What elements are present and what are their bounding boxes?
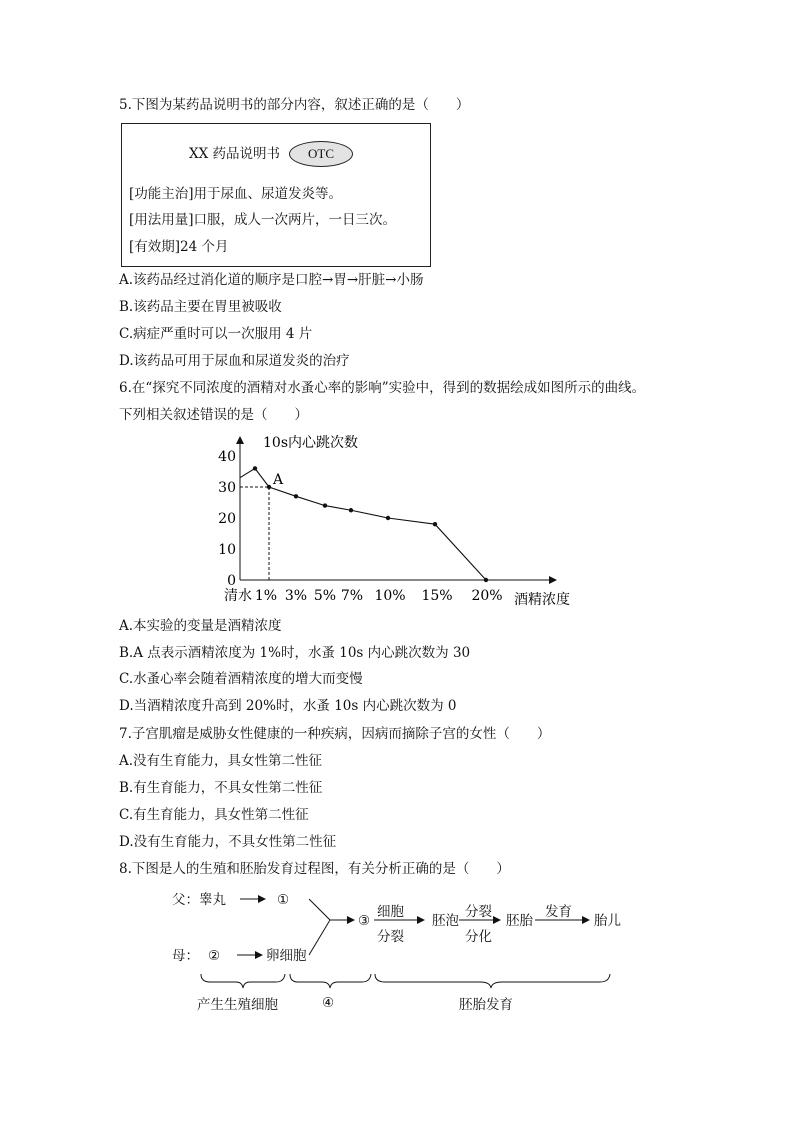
data-point — [267, 485, 271, 489]
data-point — [323, 503, 327, 507]
x-tick-label: 3% — [284, 588, 308, 604]
blastocyst-label: 胚泡 — [432, 913, 459, 929]
point-a-label: A — [273, 472, 284, 488]
y-tick-label: 40 — [218, 449, 236, 465]
q8-stem: 8.下图是人的生殖和胚胎发育过程图，有关分析正确的是（ ） — [119, 861, 510, 877]
brace-embryo-label: 胚胎发育 — [459, 997, 513, 1013]
drug-label-line3: [有效期]24 个月 — [129, 239, 229, 255]
cell-division-top: 细胞 — [377, 904, 404, 920]
drug-label-title: XX 药品说明书 — [189, 146, 281, 162]
q5-option-a: A.该药品经过消化道的顺序是口腔→胃→肝脏→小肠 — [119, 272, 424, 288]
y-axis-label: 10s内心跳次数 — [263, 435, 358, 451]
y-tick-label: 0 — [227, 573, 236, 589]
q6-option-d: D.当酒精浓度升高到 20%时，水蚤 10s 内心跳次数为 0 — [119, 698, 457, 714]
split-top-label: 分裂 — [465, 904, 492, 920]
chart-marks — [240, 466, 488, 582]
x-tick-label: 5% — [313, 588, 337, 604]
x-tick-label: 15% — [421, 588, 453, 604]
cell-division-bottom: 分裂 — [377, 929, 404, 945]
q7-option-b: B.有生育能力，不具女性第二性征 — [119, 780, 323, 796]
q6-stem-line2: 下列相关叙述错误的是（ ） — [119, 407, 308, 423]
q6-option-a: A.本实验的变量是酒精浓度 — [119, 618, 282, 634]
q5-option-b: B.该药品主要在胃里被吸收 — [119, 299, 282, 315]
embryo-label: 胚胎 — [506, 913, 533, 929]
mother-label: 母： — [172, 948, 199, 964]
x-tick-label: 20% — [471, 588, 503, 604]
q6-option-b: B.A 点表示酒精浓度为 1%时，水蚤 10s 内心跳次数为 30 — [119, 645, 471, 661]
x-axis-label: 酒精浓度 — [514, 592, 570, 608]
chart-axes — [218, 434, 570, 608]
q6-option-c: C.水蚤心率会随着酒精浓度的增大而变慢 — [119, 671, 363, 687]
split-bottom-label: 分化 — [465, 929, 492, 945]
x-tick-label: 清水 — [224, 588, 252, 604]
y-axis-arrow — [236, 436, 244, 444]
data-point — [253, 466, 257, 470]
fetus-label: 胎儿 — [594, 913, 621, 929]
data-point — [484, 578, 488, 582]
data-point — [433, 522, 437, 526]
q5-option-c: C.病症严重时可以一次服用 4 片 — [119, 326, 313, 342]
x-tick-label: 1% — [254, 588, 278, 604]
data-point — [386, 516, 390, 520]
drug-label-line2: [用法用量]口服，成人一次两片，一日三次。 — [129, 212, 397, 228]
data-point — [294, 494, 298, 498]
data-point — [349, 508, 353, 512]
x-tick-label: 7% — [340, 588, 364, 604]
y-tick-label: 20 — [218, 511, 236, 527]
q7-option-c: C.有生育能力，具女性第二性征 — [119, 807, 309, 823]
egg-cell-label: 卵细胞 — [266, 948, 307, 964]
y-tick-label: 30 — [218, 480, 236, 496]
q7-stem: 7.子宫肌瘤是威胁女性健康的一种疾病，因病而摘除子宫的女性（ ） — [119, 726, 551, 742]
q6-stem-line1: 6.在“探究不同浓度的酒精对水蚤心率的影响”实验中，得到的数据绘成如图所示的曲线。 — [119, 380, 646, 396]
q5-option-d: D.该药品可用于尿血和尿道发炎的治疗 — [119, 353, 350, 369]
q7-option-a: A.没有生育能力，具女性第二性征 — [119, 753, 323, 769]
x-axis-arrow — [549, 576, 557, 584]
circle-4-label: ④ — [322, 995, 335, 1011]
circle-2-label: ② — [208, 948, 221, 964]
develop-label: 发育 — [545, 904, 572, 920]
circle-3-label: ③ — [358, 913, 371, 929]
x-tick-label: 10% — [374, 588, 406, 604]
brace-gametes-label: 产生生殖细胞 — [197, 997, 278, 1013]
otc-badge: OTC — [289, 141, 353, 167]
drug-label-line1: [功能主治]用于尿血、尿道发炎等。 — [129, 186, 343, 202]
circle-1-label: ① — [277, 892, 290, 908]
father-testis-label: 父：睾丸 — [172, 892, 226, 908]
q5-stem: 5.下图为某药品说明书的部分内容，叙述正确的是（ ） — [119, 97, 470, 113]
y-tick-label: 10 — [218, 542, 236, 558]
q7-option-d: D.没有生育能力，不具女性第二性征 — [119, 834, 337, 850]
